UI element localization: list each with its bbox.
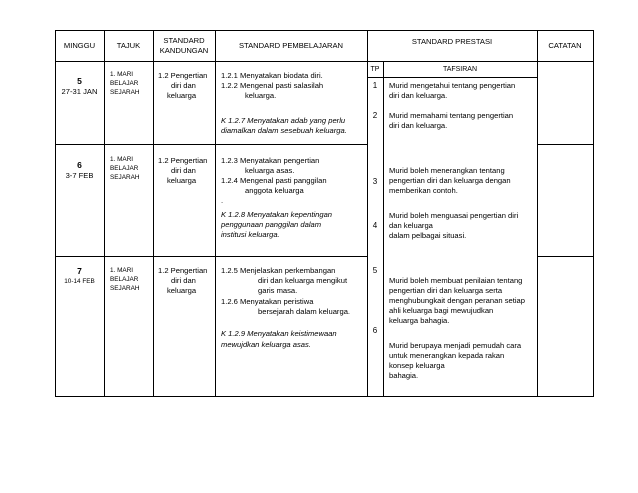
pembelajaran-line: 1.2.2 Mengenal pasti salasilah <box>221 81 324 90</box>
tp-level: 2 <box>372 111 378 120</box>
header-standard-pembelajaran: STANDARD PEMBELAJARAN <box>238 41 344 50</box>
kemahiran-line: mewujdkan keluarga asas. <box>221 340 311 349</box>
kemahiran-line: institusi keluarga. <box>221 230 280 239</box>
pembelajaran-line: keluarga asas. <box>245 166 295 175</box>
header-standard-kandungan-1: STANDARD <box>163 36 205 45</box>
col-divider-kandungan <box>153 30 154 397</box>
col-divider-tajuk <box>104 30 105 397</box>
tp-level: 6 <box>372 326 378 335</box>
header-catatan: CATATAN <box>548 41 582 50</box>
tafsiran-line: pengertian diri dan keluarga dengan <box>389 176 511 185</box>
pembelajaran-line: 1.2.1 Menyatakan biodata diri. <box>221 71 323 80</box>
tajuk-line: BELAJAR <box>110 80 139 87</box>
tafsiran-line: dalam pelbagai situasi. <box>389 231 467 240</box>
kandungan-line: 1.2 Pengertian <box>158 71 208 80</box>
kemahiran-line: K 1.2.7 Menyatakan adab yang perlu <box>221 116 346 125</box>
tafsiran-line: konsep keluarga <box>389 361 445 370</box>
week-number: 6 <box>77 160 82 170</box>
kemahiran-line: penggunaan panggilan dalam <box>221 220 322 229</box>
tajuk-line: 1. MARI <box>110 71 134 78</box>
tp-level: 5 <box>372 266 378 275</box>
pembelajaran-line: keluarga. <box>245 91 277 100</box>
week-dates: 27-31 JAN <box>61 87 98 96</box>
table-right-border <box>593 30 594 397</box>
tafsiran-line: memberikan contoh. <box>389 186 458 195</box>
catatan-row-divider-2 <box>537 256 593 257</box>
header-minggu: MINGGU <box>63 41 96 50</box>
tajuk-line: BELAJAR <box>110 165 139 172</box>
tafsiran-line: ahli keluarga bagi mewujudkan <box>389 306 494 315</box>
pembelajaran-line: 1.2.3 Menyatakan pengertian <box>221 156 320 165</box>
tp-level: 4 <box>372 221 378 230</box>
pembelajaran-line: diri dan keluarga mengikut <box>258 276 348 285</box>
catatan-row-divider-1 <box>537 144 593 145</box>
kandungan-line: 1.2 Pengertian <box>158 156 208 165</box>
kandungan-line: keluarga <box>167 286 197 295</box>
tafsiran-line: menghubungkait dengan peranan setiap <box>389 296 525 305</box>
pembelajaran-line: 1.2.4 Mengenal pasti panggilan <box>221 176 327 185</box>
header-bottom-border <box>55 61 367 62</box>
kandungan-line: diri dan <box>171 166 196 175</box>
pembelajaran-line: garis masa. <box>258 286 298 295</box>
row-divider-1 <box>55 144 367 145</box>
week-number: 7 <box>77 266 82 276</box>
row-divider-2 <box>55 256 367 257</box>
header-tafsiran: TAFSIRAN <box>442 66 478 73</box>
tafsiran-line: diri dan keluarga. <box>389 91 448 100</box>
tp-level: 1 <box>372 81 378 90</box>
week-dates: 10-14 FEB <box>64 278 95 285</box>
tajuk-line: BELAJAR <box>110 276 139 283</box>
table-bottom-border <box>55 396 593 397</box>
tafsiran-line: untuk menerangkan kepada rakan <box>389 351 505 360</box>
kandungan-line: keluarga <box>167 91 197 100</box>
kandungan-line: keluarga <box>167 176 197 185</box>
tp-level: 3 <box>372 177 378 186</box>
header-tajuk: TAJUK <box>116 41 141 50</box>
header-tp: TP <box>370 66 380 73</box>
col-divider-catatan <box>537 30 538 397</box>
tafsiran-line: diri dan keluarga. <box>389 121 448 130</box>
kandungan-line: 1.2 Pengertian <box>158 266 208 275</box>
week-dates: 3-7 FEB <box>65 171 94 180</box>
tafsiran-line: Murid berupaya menjadi pemudah cara <box>389 341 522 350</box>
pembelajaran-line: bersejarah dalam keluarga. <box>258 307 351 316</box>
catatan-header-bottom-border <box>537 61 593 62</box>
tajuk-line: 1. MARI <box>110 156 134 163</box>
tajuk-line: SEJARAH <box>110 285 140 292</box>
kandungan-line: diri dan <box>171 276 196 285</box>
tafsiran-line: pengertian diri dan keluarga serta <box>389 286 503 295</box>
week-number: 5 <box>77 76 82 86</box>
tafsiran-line: Murid boleh menerangkan tentang <box>389 166 505 175</box>
tafsiran-line: dan keluarga <box>389 221 433 230</box>
pembelajaran-line: 1.2.5 Menjelaskan perkembangan <box>221 266 336 275</box>
tafsiran-line: Murid boleh membuat penilaian tentang <box>389 276 523 285</box>
tajuk-line: 1. MARI <box>110 267 134 274</box>
col-divider-pembelajaran <box>215 30 216 397</box>
kemahiran-line: K 1.2.9 Menyatakan keistimewaan <box>221 329 337 338</box>
pembelajaran-line: 1.2.6 Menyatakan peristiwa <box>221 297 314 306</box>
tafsiran-line: Murid mengetahui tentang pengertian <box>389 81 516 90</box>
prestasi-subheader-top-border <box>367 61 537 62</box>
tafsiran-line: bahagia. <box>389 371 419 380</box>
header-standard-kandungan-2: KANDUNGAN <box>159 46 209 55</box>
tajuk-line: SEJARAH <box>110 174 140 181</box>
tajuk-line: SEJARAH <box>110 89 140 96</box>
col-divider-tp <box>383 61 384 397</box>
prestasi-subheader-bottom-border <box>367 77 537 78</box>
tafsiran-line: Murid memahami tentang pengertian <box>389 111 514 120</box>
pembelajaran-line: . <box>221 196 224 205</box>
kemahiran-line: diamalkan dalam sesebuah keluarga. <box>221 126 347 135</box>
kandungan-line: diri dan <box>171 81 196 90</box>
table-top-border <box>55 30 593 31</box>
header-standard-prestasi: STANDARD PRESTASI <box>411 37 493 46</box>
pembelajaran-line: anggota keluarga <box>245 186 304 195</box>
tafsiran-line: keluarga bahagia. <box>389 316 450 325</box>
tafsiran-line: Murid boleh menguasai pengertian diri <box>389 211 519 220</box>
kemahiran-line: K 1.2.8 Menyatakan kepentingan <box>221 210 333 219</box>
